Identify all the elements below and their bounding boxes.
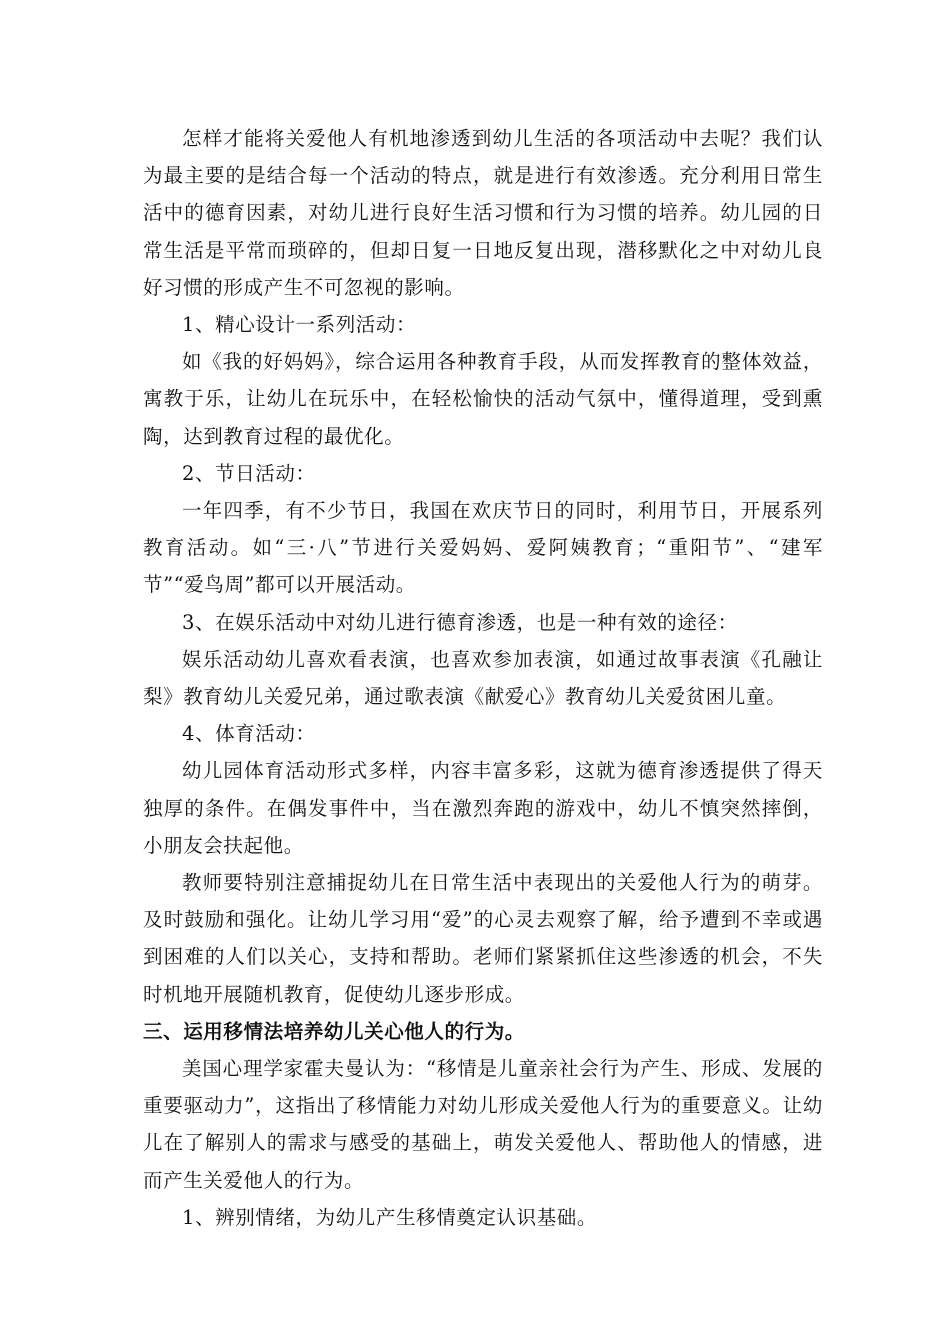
paragraph-teacher-guidance: 教师要特别注意捕捉幼儿在日常生活中表现出的关爱他人行为的萌芽。及时鼓励和强化。让幼儿学习用“爱”的心灵去观察了解，给予遭到不幸或遇到困难的人们以关心，支持和帮助。老师们紧紧抓住这些渗透的机会，不失时机地开展随机教育，促使幼儿逐步形成。 xyxy=(143,871,823,1006)
subheading-entertainment-activities: 3、在娱乐活动中对幼儿进行德育渗透，也是一种有效的途径： xyxy=(182,610,738,634)
paragraph-holiday-activities: 一年四季，有不少节日，我国在欢庆节日的同时，利用节日，开展系列教育活动。如“三·八”节进行关爱妈妈、爱阿姨教育；“重阳节”、“建军节”“爱鸟周”都可以开展活动。 xyxy=(143,499,823,597)
subheading-activity-series: 1、精心设计一系列活动： xyxy=(182,313,417,337)
document-body xyxy=(143,120,823,1236)
subheading-holiday-activities: 2、节日活动： xyxy=(182,461,316,485)
paragraph-intro: 怎样才能将关爱他人有机地渗透到幼儿生活的各项活动中去呢？我们认为最主要的是结合每一个活动的特点，就是进行有效渗透。充分利用日常生活中的德育因素，对幼儿进行良好生活习惯和行为习惯的培养。幼儿园的日常生活是平常而琐碎的，但却日复一日地反复出现，潜移默化之中对幼儿良好习惯的形成产生不可忽视的影响。 xyxy=(143,127,823,299)
subheading-identify-emotions: 1、辨别情绪，为幼儿产生移情奠定认识基础。 xyxy=(182,1205,598,1229)
paragraph-entertainment-activities: 娱乐活动幼儿喜欢看表演，也喜欢参加表演，如通过故事表演《孔融让梨》教育幼儿关爱兄弟，通过歌表演《献爱心》教育幼儿关爱贫困儿童。 xyxy=(143,647,823,709)
subheading-sports-activities: 4、体育活动： xyxy=(182,722,316,746)
paragraph-empathy: 美国心理学家霍夫曼认为：“移情是儿童亲社会行为产生、形成、发展的重要驱动力”，这指出了移情能力对幼儿形成关爱他人行为的重要意义。让幼儿在了解别人的需求与感受的基础上，萌发关爱他人、帮助他人的情感，进而产生关爱他人的行为。 xyxy=(143,1057,823,1192)
section-heading-empathy: 三、运用移情法培养幼儿关心他人的行为。 xyxy=(143,1019,525,1043)
paragraph-activity-series: 如《我的好妈妈》，综合运用各种教育手段，从而发挥教育的整体效益，寓教于乐，让幼儿在玩乐中，在轻松愉快的活动气氛中，懂得道理，受到熏陶，达到教育过程的最优化。 xyxy=(143,350,823,448)
paragraph-sports-activities: 幼儿园体育活动形式多样，内容丰富多彩，这就为德育渗透提供了得天独厚的条件。在偶发事件中，当在激烈奔跑的游戏中，幼儿不慎突然摔倒，小朋友会扶起他。 xyxy=(143,759,823,857)
